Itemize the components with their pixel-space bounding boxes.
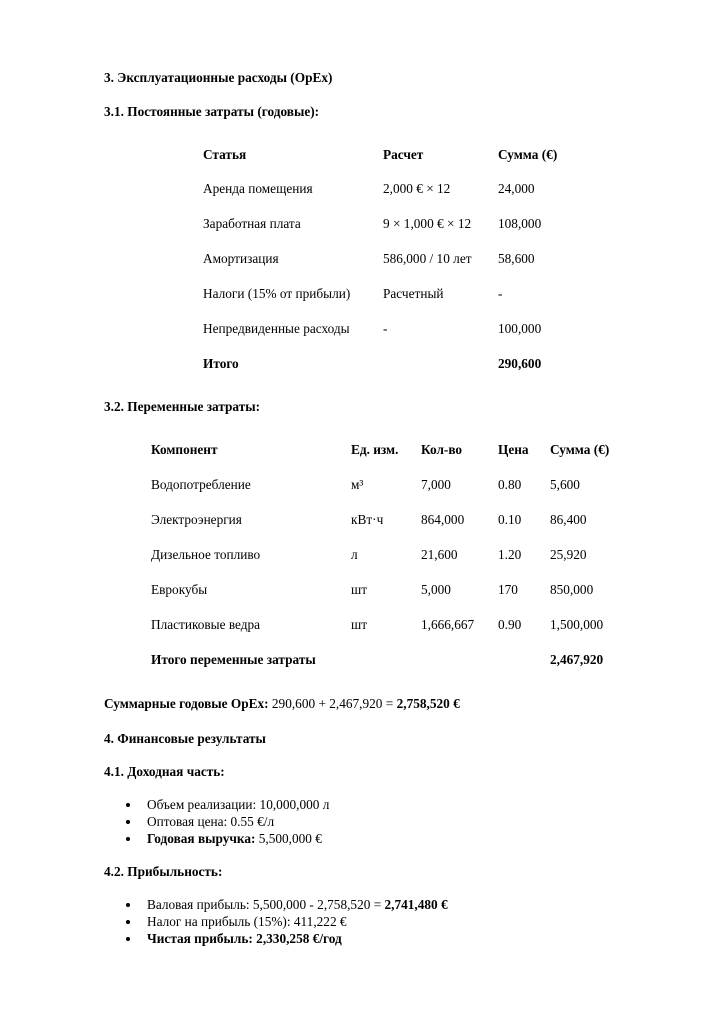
table-cell: кВт·ч [351,512,384,527]
bullet-icon [126,937,130,941]
table-cell: 5,000 [421,582,451,597]
section-4-heading: 4. Финансовые результаты [104,731,266,746]
table-cell: 864,000 [421,512,465,527]
table-cell: 1,500,000 [550,617,604,632]
gross-profit-result: 2,741,480 € [384,897,448,912]
table-cell: 850,000 [550,582,594,597]
gross-profit-text: Валовая прибыль: 5,500,000 - 2,758,520 = [147,897,385,912]
list-item [147,831,322,847]
table-cell: 24,000 [498,181,535,196]
section-4-1-heading: 4.1. Доходная часть: [104,764,225,779]
total-value: 2,467,920 [550,652,604,667]
table-cell: 7,000 [421,477,451,492]
table-header: Цена [498,442,529,457]
section-3-1-heading: 3.1. Постоянные затраты (годовые): [104,104,320,119]
table-cell: 100,000 [498,321,542,336]
opex-summary-label: Суммарные годовые OpEx: [104,696,269,711]
table-cell: - [498,286,503,301]
table-cell: Аренда помещения [203,181,313,196]
bullet-icon [126,920,130,924]
list-item: Объем реализации: 10,000,000 л [147,797,330,812]
list-item [147,897,448,913]
table-cell: Непредвиденные расходы [203,321,350,336]
total-label: Итого переменные затраты [151,652,316,667]
table-cell: м³ [351,477,364,492]
table-cell: 21,600 [421,547,458,562]
table-cell: Заработная плата [203,216,301,231]
section-3-heading: 3. Эксплуатационные расходы (OpEx) [104,70,333,85]
table-cell: - [383,321,388,336]
table-cell: Амортизация [203,251,279,266]
table-cell: 58,600 [498,251,535,266]
opex-summary-formula: 290,600 + 2,467,920 = [268,696,397,711]
list-item: Налог на прибыль (15%): 411,222 € [147,914,347,929]
bullet-icon [126,820,130,824]
list-item: Чистая прибыль: 2,330,258 €/год [147,931,342,946]
table-cell: 586,000 / 10 лет [383,251,472,266]
total-value: 290,600 [498,356,542,371]
table-cell: Пластиковые ведра [151,617,261,632]
table-header: Расчет [383,147,424,162]
table-cell: 86,400 [550,512,587,527]
table-header: Компонент [151,442,218,457]
revenue-label: Годовая выручка: [147,831,256,846]
table-cell: 2,000 € × 12 [383,181,451,196]
table-cell: 25,920 [550,547,587,562]
list-item: Оптовая цена: 0.55 €/л [147,814,275,829]
bullet-icon [126,837,130,841]
total-label: Итого [203,356,239,371]
bullet-icon [126,903,130,907]
section-4-2-heading: 4.2. Прибыльность: [104,864,223,879]
table-cell: Водопотребление [151,477,251,492]
table-header: Ед. изм. [351,442,399,457]
table-cell: Налоги (15% от прибыли) [203,286,351,301]
table-header: Кол-во [421,442,463,457]
table-header: Сумма (€) [498,147,558,162]
table-cell: Расчетный [383,286,444,301]
table-cell: 0.10 [498,512,522,527]
table-cell: 1,666,667 [421,617,475,632]
table-cell: л [351,547,358,562]
revenue-value: 5,500,000 € [255,831,322,846]
table-cell: 5,600 [550,477,580,492]
table-cell: шт [351,582,368,597]
opex-summary-result: 2,758,520 € [396,696,460,711]
table-header: Статья [203,147,247,162]
table-cell: 1.20 [498,547,522,562]
opex-summary [104,696,460,712]
table-cell: 108,000 [498,216,542,231]
section-3-2-heading: 3.2. Переменные затраты: [104,399,261,414]
table-cell: 9 × 1,000 € × 12 [383,216,472,231]
table-cell: 0.90 [498,617,522,632]
table-cell: 170 [498,582,518,597]
table-cell: шт [351,617,368,632]
table-cell: Электроэнергия [151,512,242,527]
table-cell: Дизельное топливо [151,547,261,562]
table-header: Сумма (€) [550,442,610,457]
bullet-icon [126,803,130,807]
table-cell: 0.80 [498,477,522,492]
table-cell: Еврокубы [151,582,208,597]
